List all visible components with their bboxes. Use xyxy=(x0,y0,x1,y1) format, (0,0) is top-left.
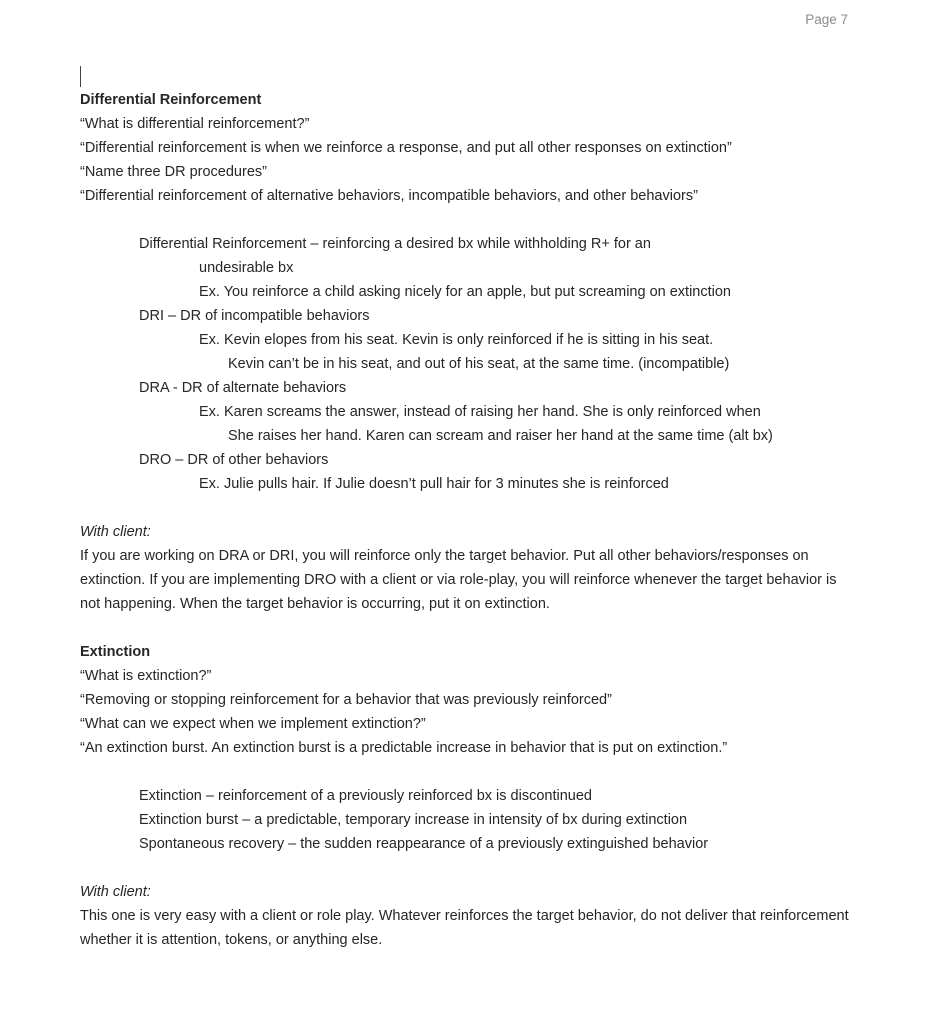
qa-line: “What is differential reinforcement?” xyxy=(80,116,310,132)
spacer xyxy=(80,856,852,880)
qa-line: “Removing or stopping reinforcement for a behavior that was previously reinforced” xyxy=(80,692,612,708)
with-client-label: With client: xyxy=(80,884,151,900)
section-heading-differential-reinforcement: Differential Reinforcement xyxy=(80,92,262,108)
qa-line: “What can we expect when we implement extinction?” xyxy=(80,716,426,732)
qa-line: “Name three DR procedures” xyxy=(80,164,267,180)
spacer xyxy=(80,496,852,520)
note-line: DRO – DR of other behaviors xyxy=(139,452,329,468)
cursor-line xyxy=(80,64,852,88)
note-line: Ex. Kevin elopes from his seat. Kevin is only reinforced if he is sitting in his seat. xyxy=(199,332,714,348)
qa-line: “An extinction burst. An extinction burst is a predictable increase in behavior that is put on extinction.” xyxy=(80,740,728,756)
spacer xyxy=(80,208,852,232)
note-line: Extinction – reinforcement of a previously reinforced bx is discontinued xyxy=(139,788,592,804)
note-line: Differential Reinforcement – reinforcing a desired bx while withholding R+ for an xyxy=(139,236,651,252)
text-cursor xyxy=(80,66,81,87)
section-heading-extinction: Extinction xyxy=(80,644,151,660)
with-client-paragraph: If you are working on DRA or DRI, you will reinforce only the target behavior. Put all other behaviors/responses on extinction. If you are implementing DRO with a client or via role-play, you will reinforce whenever the target behavior is not happening. When the target behavior is occurring, put it on extinction. xyxy=(80,548,837,612)
note-line: DRI – DR of incompatible behaviors xyxy=(139,308,370,324)
note-line: DRA - DR of alternate behaviors xyxy=(139,380,347,396)
note-line: Spontaneous recovery – the sudden reappearance of a previously extinguished behavior xyxy=(139,836,709,852)
spacer xyxy=(80,760,852,784)
note-line: Ex. Julie pulls hair. If Julie doesn’t pull hair for 3 minutes she is reinforced xyxy=(199,476,669,492)
note-line: undesirable bx xyxy=(199,260,294,276)
document-body[interactable] xyxy=(80,64,852,952)
spacer xyxy=(80,616,852,640)
qa-line: “Differential reinforcement is when we reinforce a response, and put all other responses on extinction” xyxy=(80,140,732,156)
note-line: She raises her hand. Karen can scream and raiser her hand at the same time (alt bx) xyxy=(228,428,773,444)
page-number: Page 7 xyxy=(805,12,848,27)
qa-line: “What is extinction?” xyxy=(80,668,212,684)
with-client-label: With client: xyxy=(80,524,151,540)
note-line: Ex. You reinforce a child asking nicely for an apple, but put screaming on extinction xyxy=(199,284,731,300)
qa-line: “Differential reinforcement of alternative behaviors, incompatible behaviors, and other behaviors” xyxy=(80,188,698,204)
note-line: Ex. Karen screams the answer, instead of raising her hand. She is only reinforced when xyxy=(199,404,761,420)
note-line: Kevin can’t be in his seat, and out of his seat, at the same time. (incompatible) xyxy=(228,356,730,372)
note-line: Extinction burst – a predictable, temporary increase in intensity of bx during extinction xyxy=(139,812,688,828)
with-client-paragraph: This one is very easy with a client or role play. Whatever reinforces the target behavior, do not deliver that reinforcement whether it is attention, tokens, or anything else. xyxy=(80,908,849,948)
